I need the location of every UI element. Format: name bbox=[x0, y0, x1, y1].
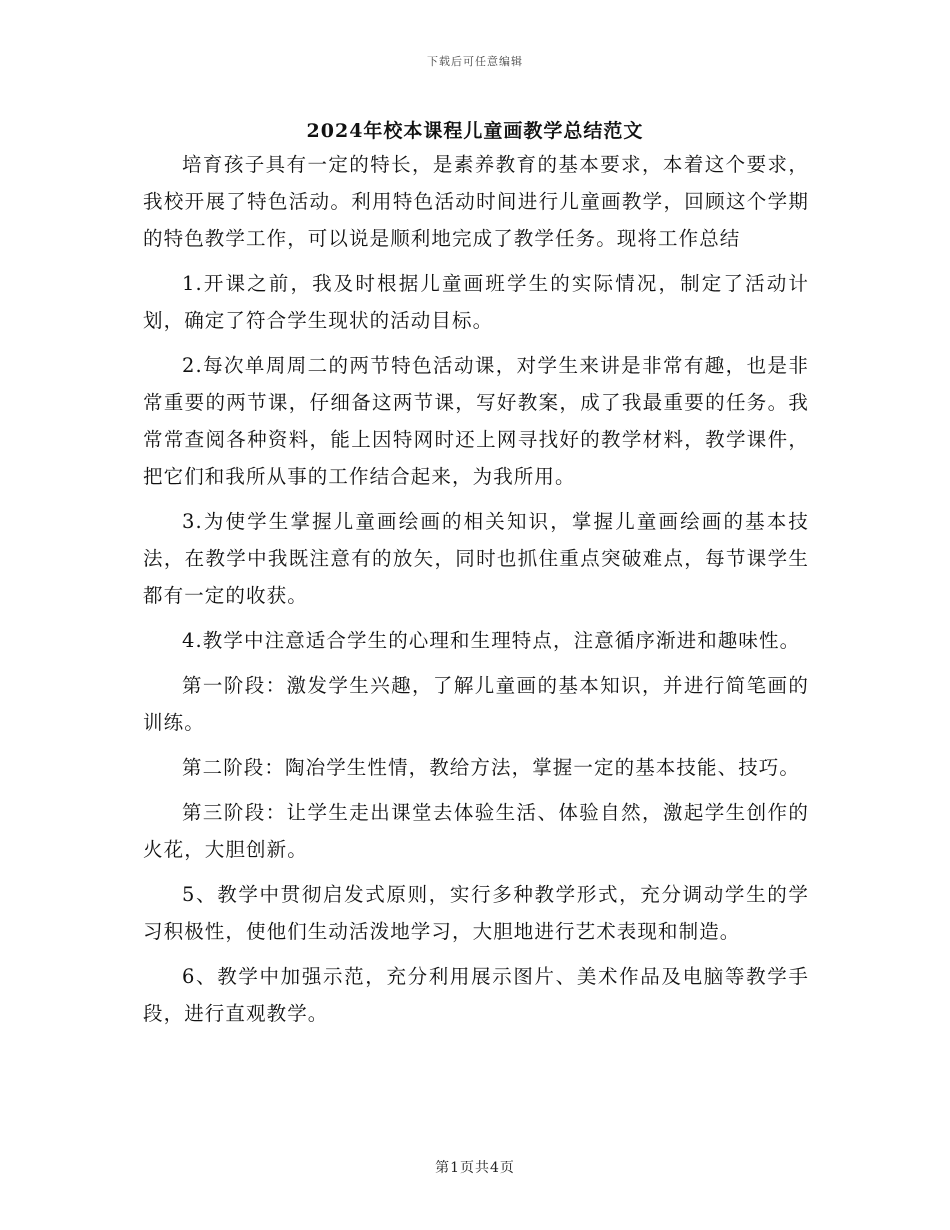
point-4-paragraph: 4.教学中注意适合学生的心理和生理特点，注意循序渐进和趣味性。 bbox=[182, 629, 801, 652]
document-title: 2024年校本课程儿童画教学总结范文 bbox=[306, 120, 644, 142]
stage-1-paragraph: 第一阶段：激发学生兴趣，了解儿童画的基本知识，并进行简笔画的训练。 bbox=[143, 674, 809, 734]
point-5-paragraph: 5、教学中贯彻启发式原则，实行多种教学形式，充分调动学生的学习积极性，使他们生动活泼地学习，大胆地进行艺术表现和制造。 bbox=[143, 883, 809, 943]
page-number-footer: 第1页共4页 bbox=[435, 1160, 515, 1176]
stage-2-paragraph: 第二阶段：陶冶学生性情，教给方法，掌握一定的基本技能、技巧。 bbox=[182, 756, 801, 779]
point-3-paragraph: 3.为使学生掌握儿童画绘画的相关知识，掌握儿童画绘画的基本技法，在教学中我既注意有的放矢，同时也抓住重点突破难点，每节课学生都有一定的收获。 bbox=[143, 510, 809, 607]
document-body bbox=[143, 146, 809, 1040]
point-1-paragraph: 1.开课之前，我及时根据儿童画班学生的实际情况，制定了活动计划，确定了符合学生现状的活动目标。 bbox=[143, 272, 809, 332]
page-header-note: 下载后可任意编辑 bbox=[427, 55, 523, 68]
intro-paragraph: 培育孩子具有一定的特长，是素养教育的基本要求，本着这个要求，我校开展了特色活动。利用特色活动时间进行儿童画教学，回顾这个学期的特色教学工作，可以说是顺利地完成了教学任务。现将工作总结 bbox=[143, 153, 809, 250]
point-6-paragraph: 6、教学中加强示范，充分利用展示图片、美术作品及电脑等教学手段，进行直观教学。 bbox=[143, 965, 809, 1025]
point-2-paragraph: 2.每次单周周二的两节特色活动课，对学生来讲是非常有趣，也是非常重要的两节课，仔细备这两节课，写好教案，成了我最重要的任务。我常常查阅各种资料，能上因特网时还上网寻找好的教学材料，教学课件，把它们和我所从事的工作结合起来，为我所用。 bbox=[143, 354, 809, 488]
stage-3-paragraph: 第三阶段：让学生走出课堂去体验生活、体验自然，激起学生创作的火花，大胆创新。 bbox=[143, 801, 809, 861]
